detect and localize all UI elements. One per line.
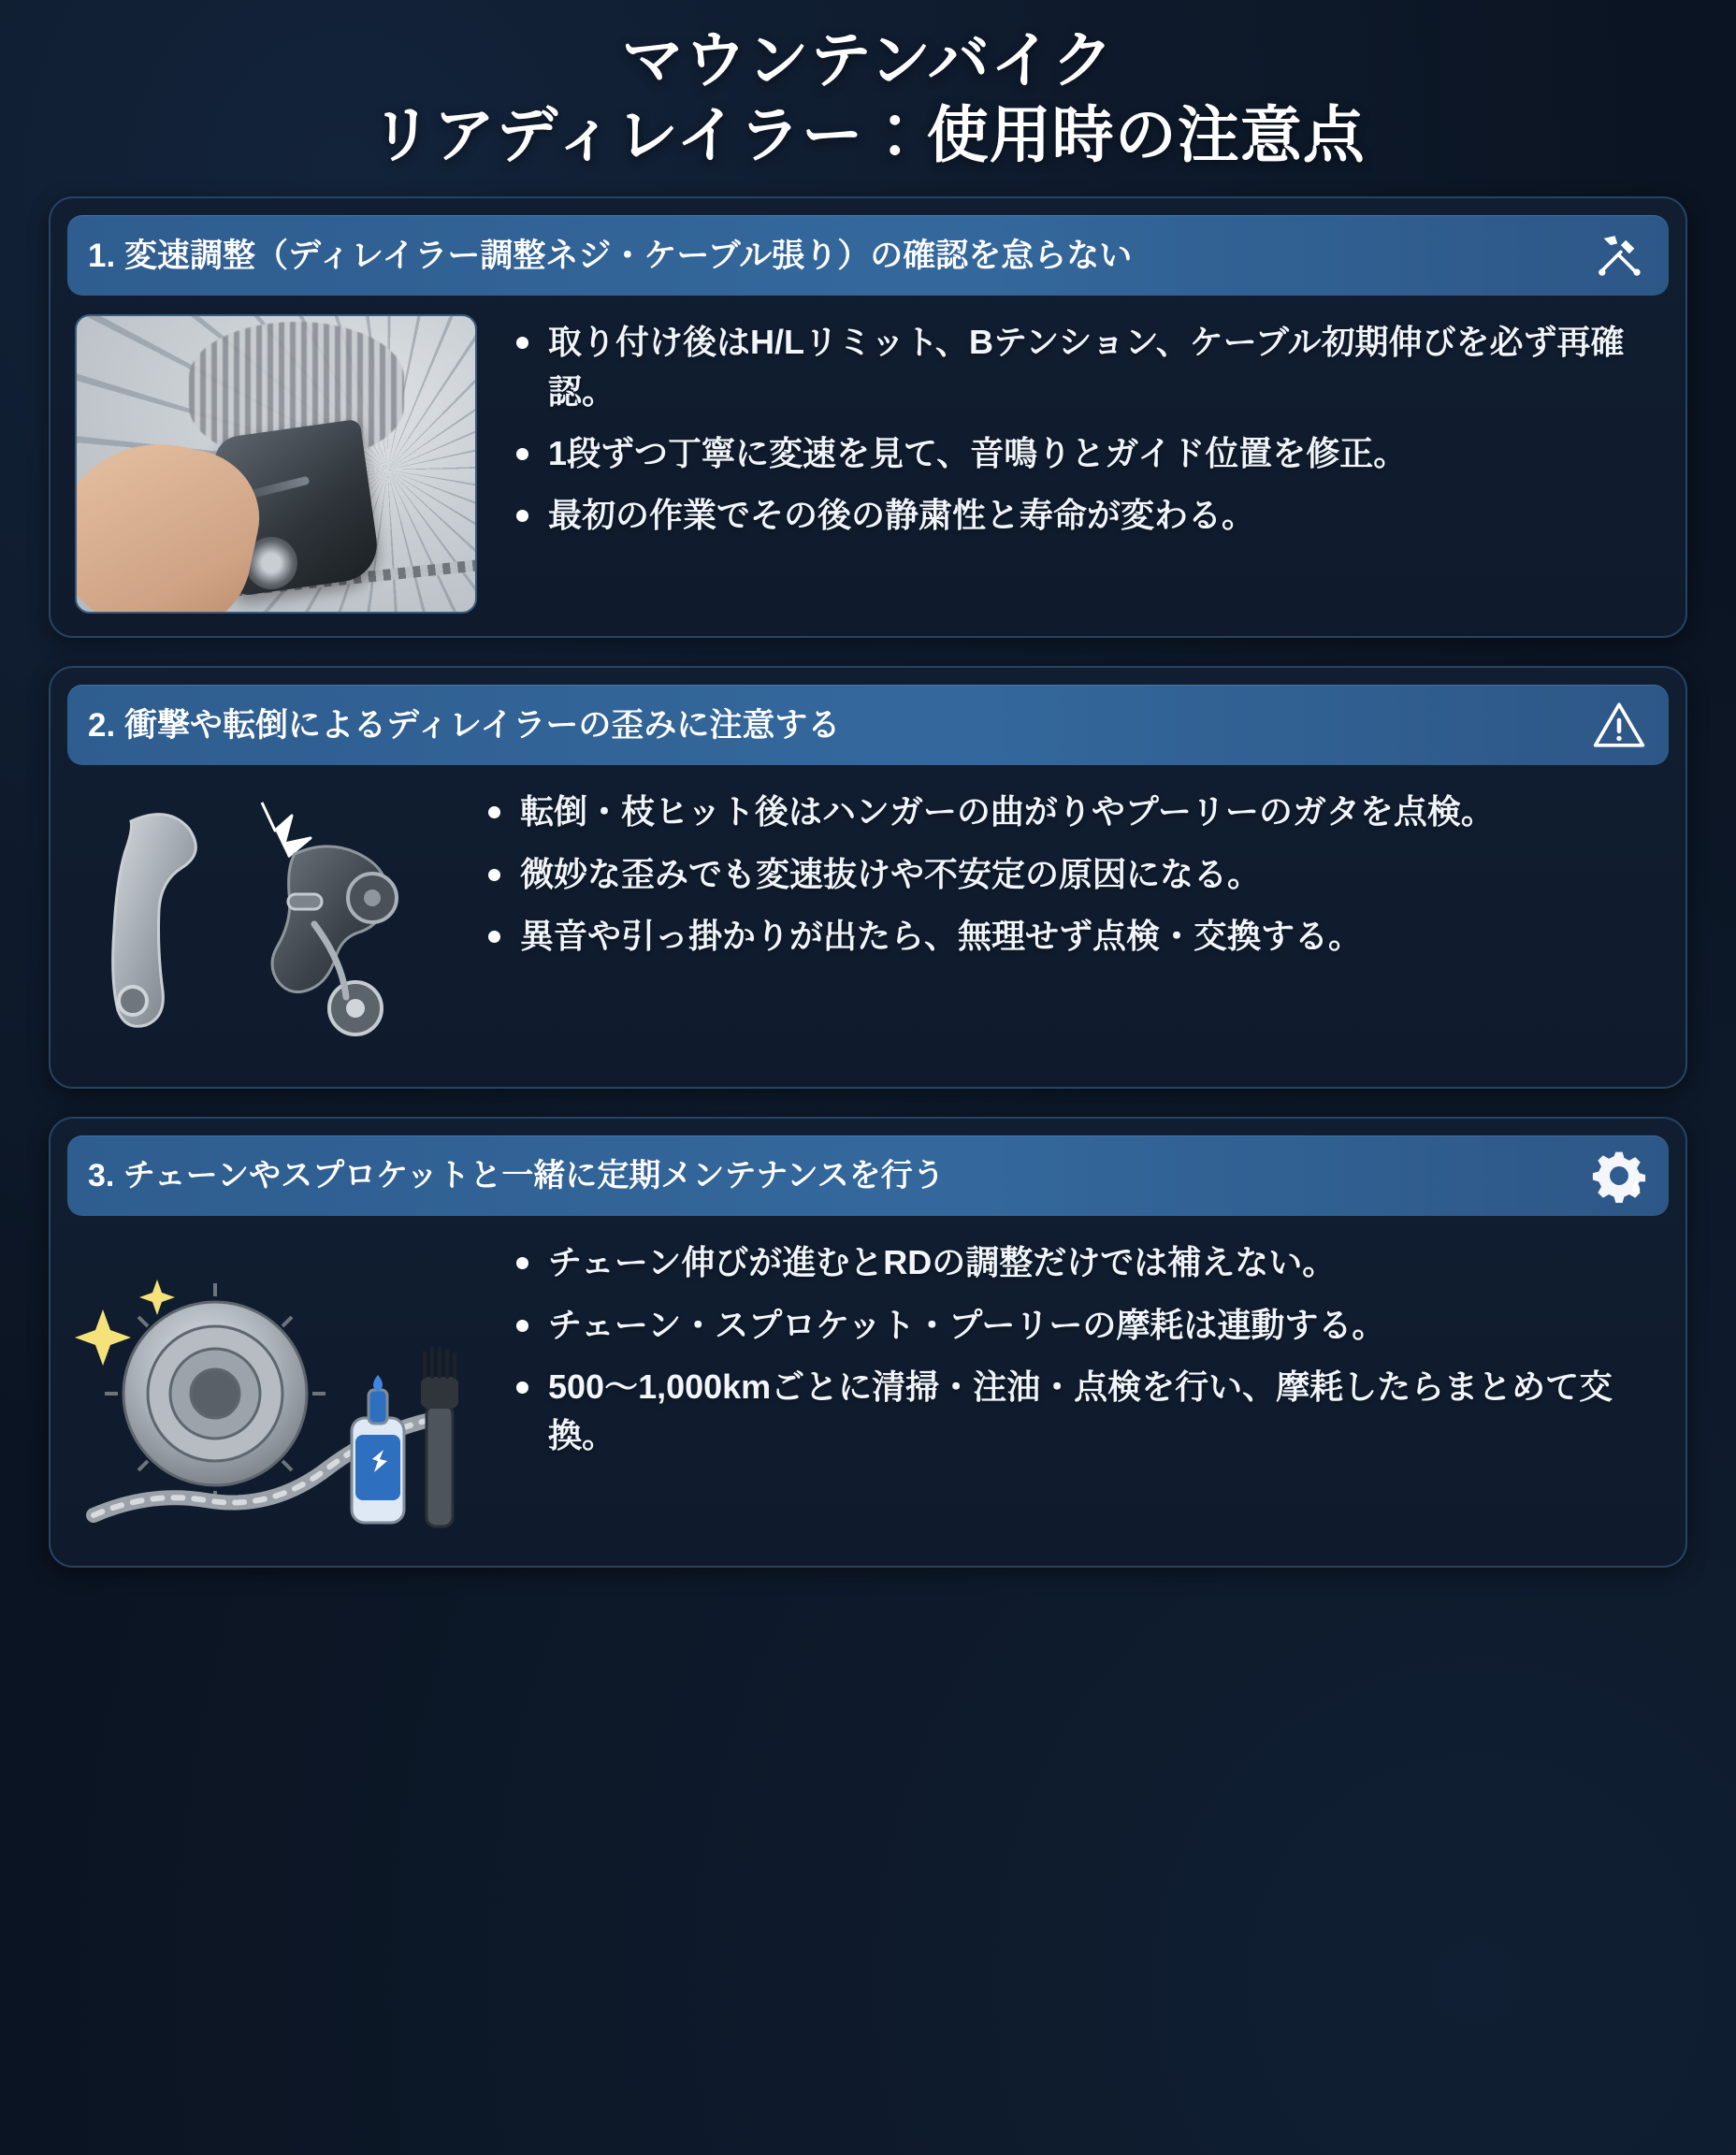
list-item: 転倒・枝ヒット後はハンガーの曲がりやプーリーのガタを点検。 <box>483 788 1656 836</box>
section-heading-text-3: チェーンやスプロケットと一緒に定期メンテナンスを行う <box>123 1158 945 1194</box>
list-item: 取り付け後はH/Lリミット、Bテンション、ケーブル初期伸びを必ず再確認。 <box>511 318 1656 415</box>
list-item: 1段ずつ丁寧に変速を見て、音鳴りとガイド位置を修正。 <box>511 429 1656 478</box>
section-bullets-3 <box>501 1235 1661 1460</box>
section-bullets-2 <box>473 784 1661 961</box>
list-item: チェーン伸びが進むとRDの調整だけでは補えない。 <box>511 1238 1656 1287</box>
section-card-2 <box>49 666 1687 1089</box>
photo-rear-derailleur-adjustment <box>75 314 477 614</box>
section-body-1 <box>67 296 1669 617</box>
section-card-3 <box>49 1117 1687 1568</box>
list-item: 最初の作業でその後の静粛性と寿命が変わる。 <box>511 491 1656 540</box>
section-number-2: 2. <box>88 706 116 744</box>
tools-icon <box>1590 228 1648 282</box>
list-item: チェーン・スプロケット・プーリーの摩耗は連動する。 <box>511 1301 1656 1350</box>
section-body-2 <box>67 765 1669 1068</box>
section-header-2 <box>67 685 1669 765</box>
section-heading-text-2: 衝撃や転倒によるディレイラーの歪みに注意する <box>123 706 841 744</box>
section-number-3: 3. <box>88 1158 115 1194</box>
sections-container <box>0 172 1736 1596</box>
section-header-1 <box>67 215 1669 296</box>
list-item: 500〜1,000kmごとに清掃・注油・点検を行い、摩耗したらまとめて交換。 <box>511 1363 1656 1460</box>
warning-triangle-icon <box>1590 698 1648 752</box>
list-item: 異音や引っ掛かりが出たら、無理せず点検・交換する。 <box>483 912 1656 961</box>
illustration-bent-hanger-and-derailleur <box>75 784 449 1064</box>
section-header-3 <box>67 1135 1669 1216</box>
section-card-1 <box>49 196 1687 638</box>
section-body-3 <box>67 1216 1669 1547</box>
section-number-1: 1. <box>88 237 116 274</box>
section-bullets-1 <box>501 314 1661 540</box>
page-title-line2: リアディレイラー：使用時の注意点 <box>370 99 1366 169</box>
list-item: 微妙な歪みでも変速抜けや不安定の原因になる。 <box>483 850 1656 899</box>
page-title <box>0 0 1736 172</box>
section-heading-2 <box>88 705 840 746</box>
illustration-chain-sprocket-oil-brush <box>75 1235 477 1543</box>
page-title-line1: マウンテンバイク <box>621 25 1115 94</box>
gear-oil-icon <box>1590 1149 1648 1203</box>
section-heading-text-1: 変速調整（ディレイラー調整ネジ・ケーブル張り）の確認を怠らない <box>123 237 1133 274</box>
section-heading-3 <box>88 1156 945 1196</box>
section-heading-1 <box>88 236 1132 277</box>
